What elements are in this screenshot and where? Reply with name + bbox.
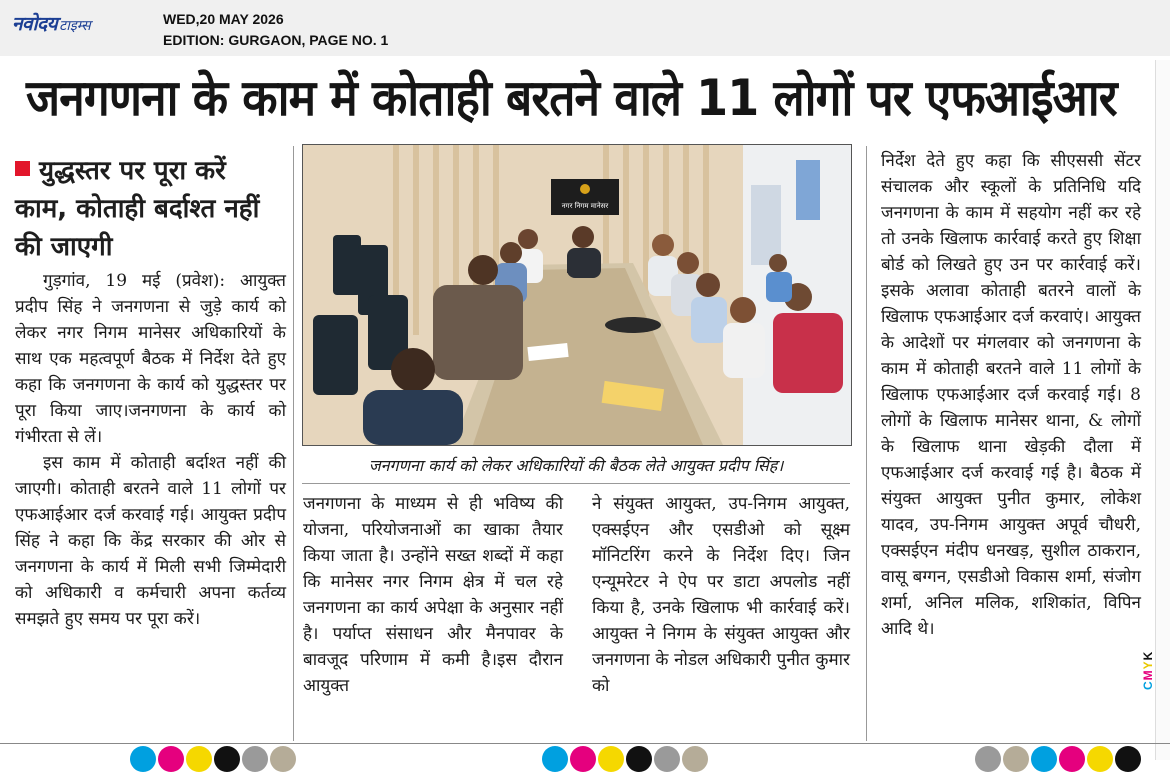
logo-sub-text: टाइम्स <box>59 18 91 34</box>
photo-caption: जनगणना कार्य को लेकर अधिकारियों की बैठक लेते आयुक्त प्रदीप सिंह। <box>368 456 784 475</box>
registration-dot <box>975 746 1001 772</box>
article-column-3 <box>592 491 850 699</box>
logo-main-text: नवोदय <box>12 13 58 35</box>
registration-dot <box>1087 746 1113 772</box>
registration-dot <box>1031 746 1057 772</box>
cmyk-k: K <box>1141 650 1155 661</box>
edition-page: EDITION: GURGAON, PAGE NO. 1 <box>163 32 389 48</box>
registration-dot <box>570 746 596 772</box>
nameplate-sign: नगर निगम मानेसर <box>561 202 609 210</box>
registration-dot <box>214 746 240 772</box>
registration-dot <box>626 746 652 772</box>
caption-rule <box>302 483 850 484</box>
column-3-text: ने संयुक्त आयुक्त, उप-निगम आयुक्त, एक्सईएन और एसडीओ को सूक्ष्म मॉनिटरिंग करने के निर्देश दिए। जिन एन्यूमरेटर ने ऐप पर डाटा अपलोड नहीं किया है, उनके खिलाफ भी कार्रवाई करें। आयुक्त ने निगम के संयुक्त आयुक्त और जनगणना के नोडल अधिकारी पुनीत कुमार को <box>592 494 850 696</box>
paragraph-1: गुड़गांव, 19 मई (प्रवेश): आयुक्त प्रदीप सिंह ने जनगणना से जुड़े कार्य को लेकर नगर निगम मानेसर अधिकारियों के साथ एक महत्वपूर्ण बैठक में निर्देश देते हुए कहा कि जनगणना के कार्य को युद्धस्तर पर पूरा किया जाए।जनगणना के कार्य को गंभीरता से लें। <box>15 271 286 447</box>
registration-dot <box>682 746 708 772</box>
red-square-bullet-icon <box>15 161 30 176</box>
registration-dot <box>1115 746 1141 772</box>
edition-info <box>163 9 388 51</box>
registration-dot <box>542 746 568 772</box>
article-column-4 <box>881 148 1141 642</box>
article-column-2 <box>303 491 563 699</box>
registration-dot <box>270 746 296 772</box>
cmyk-y: Y <box>1141 660 1155 670</box>
meeting-photo[interactable] <box>302 144 852 446</box>
registration-dot <box>1003 746 1029 772</box>
cmyk-m: M <box>1141 669 1155 681</box>
cmyk-registration-label <box>1141 651 1155 690</box>
subhead-text: युद्धस्तर पर पूरा करें काम, कोताही बर्दाश्त नहीं की जाएगी <box>15 156 260 262</box>
bottom-rule <box>0 743 1170 744</box>
column-2-text: जनगणना के माध्यम से ही भविष्य की योजना, परियोजनाओं का खाका तैयार किया जाता है। उन्होंने सख्त शब्दों में कहा कि मानेसर नगर निगम क्षेत्र में चल रहे जनगणना का कार्य अपेक्षा के अनुसार नहीं है। पर्याप्त संसाधन और मैनपावर के बावजूद परिणाम में कमी है।इस दौरान आयुक्त <box>303 494 563 696</box>
issue-date: WED,20 MAY 2026 <box>163 11 284 27</box>
column-4-text: निर्देश देते हुए कहा कि सीएससी सेंटर संचालक और स्कूलों के प्रतिनिधि यदि जनगणना के काम में सहयोग नहीं कर रहे तो उनके खिलाफ कार्रवाई करते हुए शिक्षा बोर्ड को लिखते हुए उन पर कार्रवाई करें। इसके अलावा कोताही बतरने वालों के खिलाफ एफआईआर दर्ज करवाएं। आयुक्त के आदेशों पर मंगलवार को जनगणना के काम में कोताही बरतने वाले 11 लोगों के खिलाफ एफआईआर दर्ज करवाई गई। 8 लोगों के खिलाफ मानेसर थाना, & लोगों के खिलाफ थाना खेड़की दौला में एफआईआर दर्ज करवाई गई है। बैठक में संयुक्त आयुक्त पुनीत कुमार, लोकेश यादव, उप-निगम आयुक्त अपूर्व चौधरी, एक्सईएन मंदीप धनखड़, सुशील ठाकरान, वासू बग्गन, एसडीओ विकास शर्मा, संजोग शर्मा, अनिल मलिक, शशिकांत, विपिन आदि थे। <box>881 151 1141 639</box>
registration-dot <box>186 746 212 772</box>
registration-dot <box>158 746 184 772</box>
registration-dot <box>654 746 680 772</box>
column-divider <box>866 146 867 741</box>
paragraph-2: इस काम में कोताही बर्दाश्त नहीं की जाएगी। कोताही बरतने वाले 11 लोगों पर एफआईआर दर्ज करवाई गई। आयुक्त प्रदीप सिंह ने कहा कि केंद्र सरकार की ओर से जनगणना के कार्य में मिली सभी जिम्मेदारी को अधिकारी व कर्मचारी अपना कर्तव्य समझते हुए समय पर पूरा करें। <box>15 453 286 629</box>
newspaper-logo[interactable] <box>12 10 91 36</box>
article-subhead <box>15 152 285 266</box>
article-headline: जनगणना के काम में कोताही बरतने वाले 11 लोगों पर एफआईआर <box>26 69 1117 127</box>
meeting-illustration <box>303 145 851 445</box>
column-divider <box>293 146 294 741</box>
registration-dot <box>598 746 624 772</box>
cmyk-c: C <box>1141 680 1155 690</box>
registration-dot <box>130 746 156 772</box>
article-column-1 <box>15 268 286 632</box>
masthead-bar <box>0 0 1170 56</box>
registration-dot <box>242 746 268 772</box>
page-right-margin <box>1155 60 1170 760</box>
registration-dot <box>1059 746 1085 772</box>
